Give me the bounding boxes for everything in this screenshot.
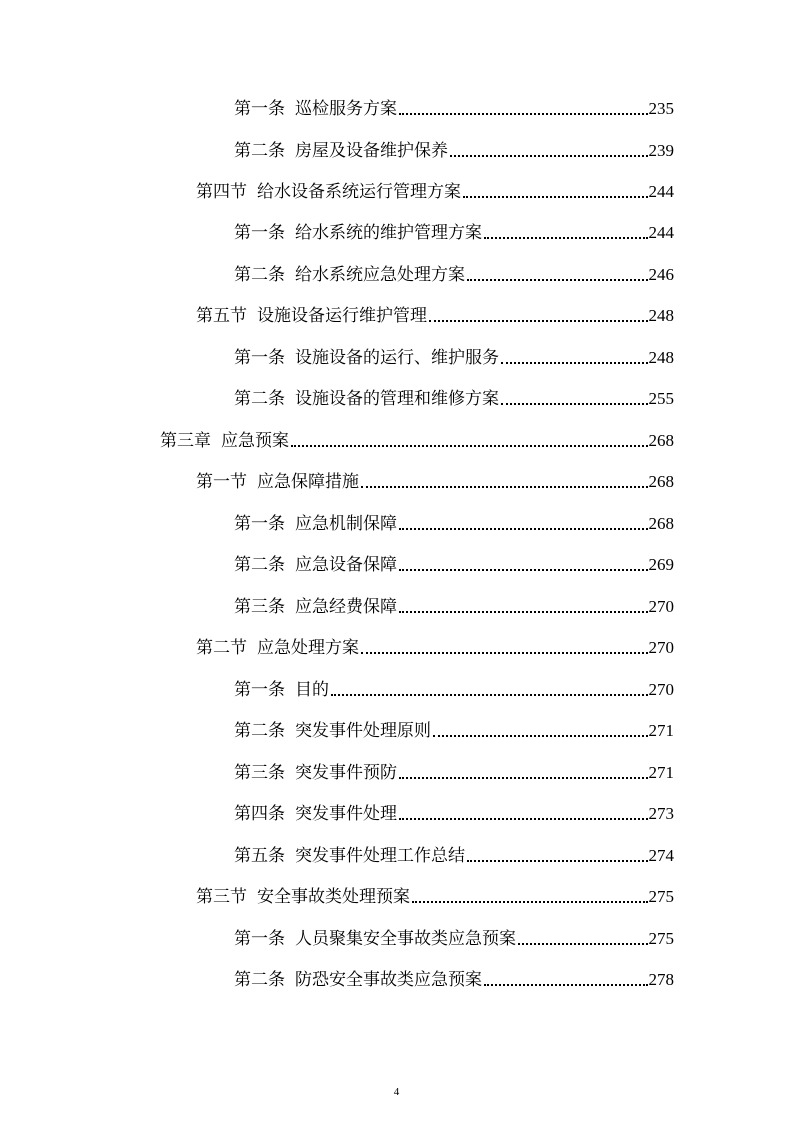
- toc-entry-title: 目的: [295, 680, 329, 700]
- toc-entry[interactable]: [234, 677, 674, 701]
- page-number: 4: [393, 1086, 400, 1098]
- toc-entry[interactable]: [234, 760, 674, 784]
- toc-entry-page: 268: [648, 514, 674, 533]
- toc-entry-number: 第一条: [234, 929, 285, 949]
- toc-entry-page: 278: [648, 970, 674, 989]
- toc-entry-page: 271: [648, 763, 674, 782]
- dot-leader: [399, 528, 648, 530]
- toc-entry-title: 设施设备运行维护管理: [257, 306, 427, 326]
- toc-entry[interactable]: [234, 511, 674, 535]
- toc-entry-number: 第一条: [234, 348, 285, 368]
- toc-entry[interactable]: [196, 635, 674, 659]
- dot-leader: [331, 694, 648, 696]
- toc-entry-page: 273: [648, 804, 674, 823]
- dot-leader: [518, 943, 648, 945]
- dot-leader: [484, 237, 648, 239]
- toc-entry-title: 巡检服务方案: [295, 99, 397, 119]
- toc-entry-title: 人员聚集安全事故类应急预案: [295, 929, 516, 949]
- toc-entry-number: 第二条: [234, 141, 285, 161]
- toc-entry-number: 第三条: [234, 763, 285, 783]
- toc-entry-number: 第一条: [234, 223, 285, 243]
- toc-entry[interactable]: [234, 386, 674, 410]
- dot-leader: [399, 818, 648, 820]
- dot-leader: [399, 611, 648, 613]
- dot-leader: [429, 320, 648, 322]
- dot-leader: [399, 113, 648, 115]
- toc-entry-title: 突发事件处理原则: [295, 721, 431, 741]
- toc-entry-number: 第五条: [234, 846, 285, 866]
- toc-entry-title: 应急保障措施: [257, 472, 359, 492]
- toc-entry-number: 第三节: [196, 887, 247, 907]
- toc-entry-title: 房屋及设备维护保养: [295, 141, 448, 161]
- dot-leader: [361, 486, 648, 488]
- dot-leader: [484, 984, 648, 986]
- toc-entry-number: 第二条: [234, 265, 285, 285]
- toc-entry[interactable]: [234, 926, 674, 950]
- toc-entry[interactable]: [196, 469, 674, 493]
- toc-entry-number: 第一条: [234, 514, 285, 534]
- dot-leader: [467, 279, 648, 281]
- toc-entry-title: 安全事故类处理预案: [257, 887, 410, 907]
- toc-entry-page: 270: [648, 680, 674, 699]
- toc-entry-number: 第二条: [234, 721, 285, 741]
- toc-entry-title: 应急经费保障: [295, 597, 397, 617]
- toc-entry-title: 防恐安全事故类应急预案: [295, 970, 482, 990]
- toc-entry-number: 第三章: [160, 431, 211, 451]
- toc-entry[interactable]: [234, 345, 674, 369]
- dot-leader: [361, 652, 648, 654]
- toc-entry-page: 239: [648, 141, 674, 160]
- toc-entry-number: 第二条: [234, 970, 285, 990]
- toc-entry[interactable]: [234, 718, 674, 742]
- toc-entry[interactable]: [196, 303, 674, 327]
- toc-entry-number: 第四节: [196, 182, 247, 202]
- toc-entry-page: 248: [648, 306, 674, 325]
- toc-entry-title: 突发事件处理: [295, 804, 397, 824]
- toc-entry-number: 第三条: [234, 597, 285, 617]
- toc-entry-page: 269: [648, 555, 674, 574]
- dot-leader: [467, 860, 648, 862]
- toc-entry-title: 设施设备的运行、维护服务: [295, 348, 499, 368]
- toc-entry[interactable]: [196, 179, 674, 203]
- toc-entry[interactable]: [234, 262, 674, 286]
- toc-entry-page: 235: [648, 99, 674, 118]
- dot-leader: [412, 901, 648, 903]
- toc-entry-number: 第一节: [196, 472, 247, 492]
- toc-entry-title: 设施设备的管理和维修方案: [295, 389, 499, 409]
- toc-entry[interactable]: [234, 552, 674, 576]
- toc-entry-number: 第二条: [234, 389, 285, 409]
- toc-entry-number: 第一条: [234, 680, 285, 700]
- toc-entry[interactable]: [234, 801, 674, 825]
- dot-leader: [450, 155, 648, 157]
- toc-entry[interactable]: [160, 428, 674, 452]
- toc-entry-title: 突发事件预防: [295, 763, 397, 783]
- dot-leader: [399, 569, 648, 571]
- toc-entry-title: 突发事件处理工作总结: [295, 846, 465, 866]
- toc-entry-page: 268: [648, 472, 674, 491]
- toc-entry-page: 246: [648, 265, 674, 284]
- toc-entry-title: 应急设备保障: [295, 555, 397, 575]
- toc-entry-number: 第二节: [196, 638, 247, 658]
- toc-entry-page: 271: [648, 721, 674, 740]
- toc-entry-title: 应急预案: [221, 431, 289, 451]
- toc-entry-page: 268: [648, 431, 674, 450]
- toc-entry[interactable]: [196, 884, 674, 908]
- toc-entry-title: 应急机制保障: [295, 514, 397, 534]
- toc-entry-title: 给水系统应急处理方案: [295, 265, 465, 285]
- dot-leader: [291, 445, 648, 447]
- toc-entry[interactable]: [234, 967, 674, 991]
- dot-leader: [501, 362, 648, 364]
- toc-entry-page: 248: [648, 348, 674, 367]
- toc-entry-title: 给水设备系统运行管理方案: [257, 182, 461, 202]
- toc-entry-page: 275: [648, 929, 674, 948]
- toc-entry-title: 给水系统的维护管理方案: [295, 223, 482, 243]
- toc-entry[interactable]: [234, 138, 674, 162]
- dot-leader: [433, 735, 648, 737]
- toc-entry-page: 255: [648, 389, 674, 408]
- toc-entry-number: 第二条: [234, 555, 285, 575]
- dot-leader: [501, 403, 648, 405]
- dot-leader: [463, 196, 648, 198]
- toc-entry-page: 274: [648, 846, 674, 865]
- toc-entry-number: 第四条: [234, 804, 285, 824]
- toc-entry-number: 第一条: [234, 99, 285, 119]
- toc-entry-number: 第五节: [196, 306, 247, 326]
- toc-entry[interactable]: [234, 843, 674, 867]
- toc-entry-page: 244: [648, 223, 674, 242]
- toc-entry-page: 270: [648, 638, 674, 657]
- toc-entry[interactable]: [234, 96, 674, 120]
- toc-entry-page: 244: [648, 182, 674, 201]
- toc-entry-title: 应急处理方案: [257, 638, 359, 658]
- dot-leader: [399, 777, 648, 779]
- toc-entry[interactable]: [234, 594, 674, 618]
- toc-entry[interactable]: [234, 220, 674, 244]
- toc-entry-page: 275: [648, 887, 674, 906]
- toc-entry-page: 270: [648, 597, 674, 616]
